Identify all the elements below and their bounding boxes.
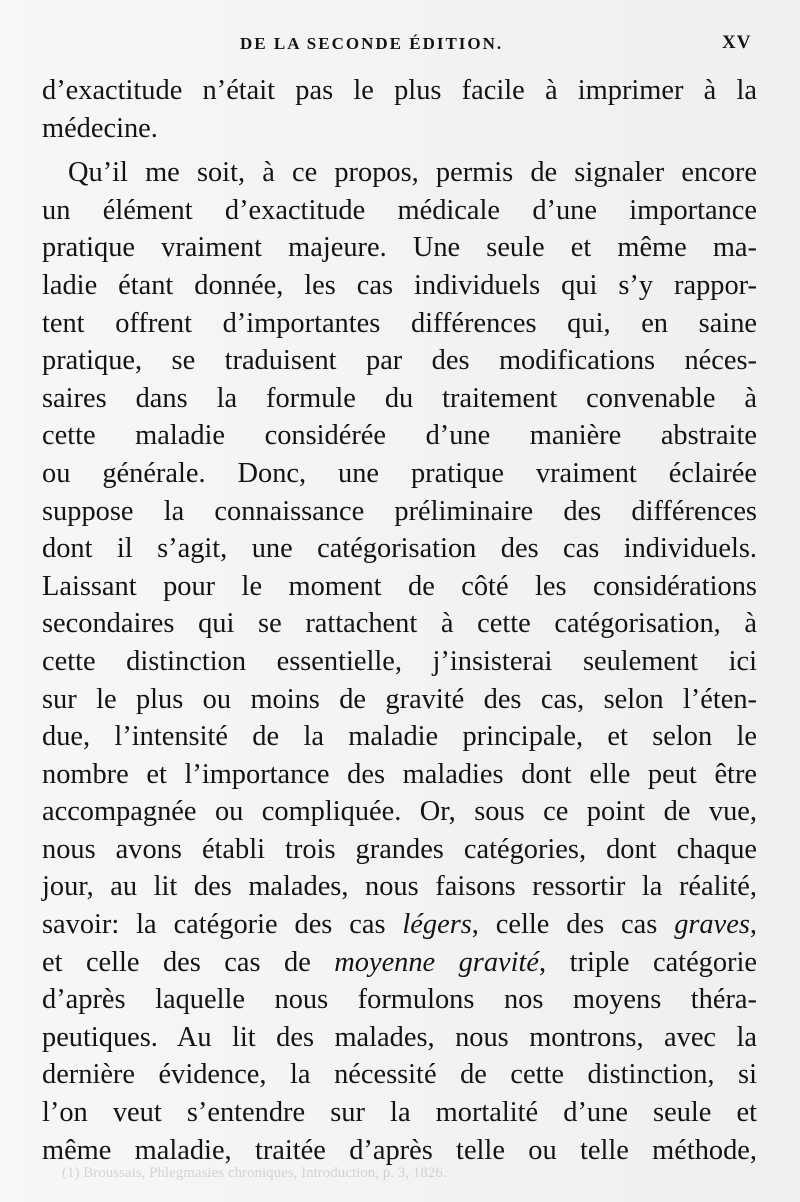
- text-line: médecine.: [42, 112, 158, 144]
- text-line: accompagnée ou compliquée. Or, sous ce point de vue,: [42, 796, 757, 828]
- text-line: sur le plus ou moins de gravité des cas, selon l’éten-: [42, 683, 757, 715]
- text-line: secondaires qui se rattachent à cette catégorisation, à: [42, 608, 757, 640]
- text-line: suppose la connaissance préliminaire des différences: [42, 495, 757, 527]
- text-line: nous avons établi trois grandes catégories, dont chaque: [42, 833, 757, 865]
- text-line: due, l’intensité de la maladie principale, et selon le: [42, 721, 757, 753]
- text-line: dont il s’agit, une catégorisation des cas individuels.: [42, 533, 757, 565]
- text-line-italic: [42, 944, 757, 982]
- text-line: l’on veut s’entendre sur la mortalité d’une seule et: [42, 1097, 757, 1129]
- text-line: pratique vraiment majeure. Une seule et même ma-: [42, 232, 757, 264]
- emphasis-legers: légers: [402, 909, 472, 941]
- text-fragment: savoir: la catégorie des cas: [42, 909, 403, 941]
- text-line: ladie étant donnée, les cas individuels qui s’y rappor-: [42, 269, 757, 301]
- text-fragment: , triple catégorie: [539, 946, 758, 978]
- text-line: tent offrent d’importantes différences qui, en saine: [42, 307, 757, 339]
- text-line: un élément d’exactitude médicale d’une importance: [42, 194, 757, 226]
- text-line: jour, au lit des malades, nous faisons ressortir la réalité,: [42, 871, 757, 903]
- text-fragment: ,: [749, 909, 757, 941]
- text-line: même maladie, traitée d’après telle ou telle méthode,: [42, 1134, 757, 1166]
- text-line: pratique, se traduisent par des modifications néces-: [42, 345, 757, 377]
- text-line: dernière évidence, la nécessité de cette distinction, si: [42, 1059, 757, 1091]
- text-line: d’après laquelle nous formulons nos moyens théra-: [42, 984, 757, 1016]
- text-fragment: , celle des cas: [471, 909, 675, 941]
- text-line: Qu’il me soit, à ce propos, permis de signaler encore: [68, 157, 757, 189]
- text-line: cette distinction essentielle, j’insisterai seulement ici: [42, 645, 757, 677]
- text-line: ou générale. Donc, une pratique vraiment éclairée: [42, 457, 757, 489]
- body-text: [42, 72, 757, 1169]
- page-number: XV: [722, 32, 752, 53]
- emphasis-graves: graves: [674, 909, 750, 941]
- bleedthrough-footnote: (1) Broussais, Phlegmasies chroniques, Introduction, p. 3, 1826.: [62, 1165, 447, 1181]
- emphasis-moyenne-gravite: moyenne gravité: [334, 946, 540, 978]
- text-line: saires dans la formule du traitement convenable à: [42, 382, 757, 414]
- text-line: peutiques. Au lit des malades, nous montrons, avec la: [42, 1021, 757, 1053]
- page-header: [0, 28, 800, 64]
- text-line-italic: [42, 906, 757, 944]
- running-title: DE LA SECONDE ÉDITION.: [240, 34, 504, 53]
- text-fragment: et celle des cas de: [42, 946, 335, 978]
- text-line: d’exactitude n’était pas le plus facile à imprimer à la: [42, 75, 757, 106]
- text-line: nombre et l’importance des maladies dont elle peut être: [42, 758, 757, 790]
- text-line: cette maladie considérée d’une manière abstraite: [42, 420, 757, 452]
- text-line: Laissant pour le moment de côté les considérations: [42, 570, 757, 602]
